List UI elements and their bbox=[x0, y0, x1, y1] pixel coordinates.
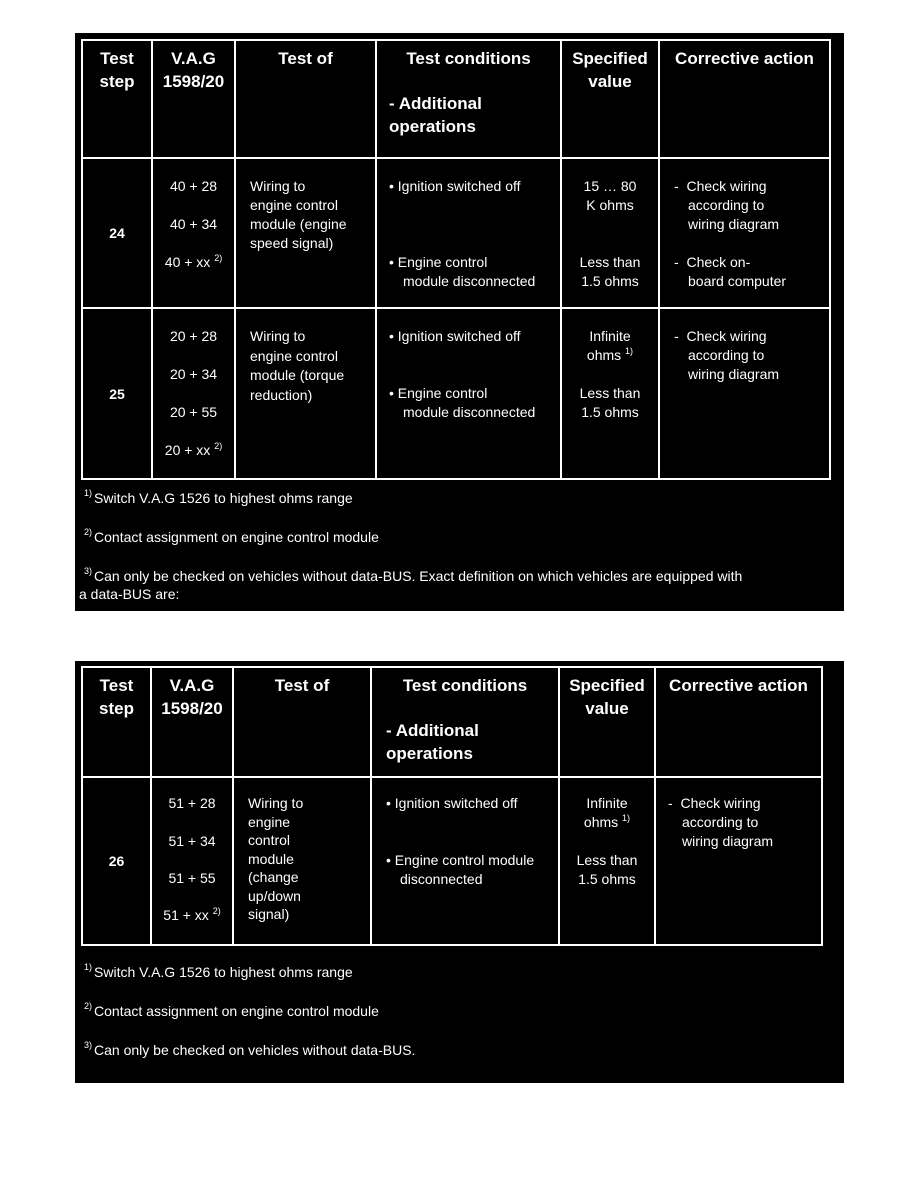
test-of-cell: Wiring to engine control module (torque reduction) bbox=[235, 308, 376, 479]
test-step-cell: 24 bbox=[82, 158, 152, 308]
table-header-row bbox=[82, 40, 830, 158]
test-table-panel-2 bbox=[75, 661, 844, 1083]
header-vag: V.A.G 1598/20 bbox=[152, 40, 235, 158]
specified-value-cell: Infinite ohms $^{1)}$ Less than 1.5 ohms bbox=[561, 308, 659, 479]
conditions-cell: • Ignition switched off • Engine control module disconnected bbox=[376, 308, 561, 479]
test-step-cell: 25 bbox=[82, 308, 152, 479]
table-row bbox=[82, 777, 822, 945]
specified-value-cell: Infinite ohms $^{1)}$ Less than 1.5 ohms bbox=[559, 777, 655, 945]
conditions-cell: • Ignition switched off • Engine control module disconnected bbox=[376, 158, 561, 308]
conditions-cell: • Ignition switched off • Engine control module disconnected bbox=[371, 777, 559, 945]
test-table-2 bbox=[81, 666, 823, 946]
footnotes bbox=[84, 963, 415, 1059]
footnote: $^{2)}$ Contact assignment on engine control module bbox=[84, 1001, 379, 1019]
footnote: $^{3)}$ Can only be checked on vehicles without data-BUS. bbox=[84, 1040, 416, 1058]
footnote: $^{1)}$ Switch V.A.G 1526 to highest ohms range bbox=[84, 488, 353, 506]
footnote: $^{1)}$ Switch V.A.G 1526 to highest ohms range bbox=[84, 962, 353, 980]
test-of-cell: Wiring to engine control module (change up/down signal) bbox=[233, 777, 371, 945]
header-specified-value: Specified value bbox=[561, 40, 659, 158]
pins-cell: 40 + 28 40 + 34 40 + xx $^{2)}$ bbox=[152, 158, 235, 308]
corrective-action-cell: - Check wiring according to wiring diagram bbox=[655, 777, 822, 945]
header-corrective-action: Corrective action bbox=[655, 667, 822, 777]
header-test-step: Test step bbox=[82, 40, 152, 158]
table-header-row bbox=[82, 667, 822, 777]
specified-value-cell: 15 … 80 K ohms Less than 1.5 ohms bbox=[561, 158, 659, 308]
header-corrective-action: Corrective action bbox=[659, 40, 830, 158]
header-specified-value: Specified value bbox=[559, 667, 655, 777]
corrective-action-cell: - Check wiring according to wiring diagram bbox=[659, 308, 830, 479]
test-table-panel-1 bbox=[75, 33, 844, 611]
table-row bbox=[82, 308, 830, 479]
corrective-action-cell: - Check wiring according to wiring diagram - Check on- board computer bbox=[659, 158, 830, 308]
header-test-conditions: Test conditions - Additional operations bbox=[376, 40, 561, 158]
table-row bbox=[82, 158, 830, 308]
footnote-continued: a data-BUS are: bbox=[79, 586, 180, 602]
footnotes bbox=[79, 488, 743, 603]
header-test-conditions: Test conditions - Additional operations bbox=[371, 667, 559, 777]
header-test-of: Test of bbox=[233, 667, 371, 777]
header-test-step: Test step bbox=[82, 667, 151, 777]
header-vag: V.A.G 1598/20 bbox=[151, 667, 233, 777]
pins-cell: 51 + 28 51 + 34 51 + 55 51 + xx $^{2)}$ bbox=[151, 777, 233, 945]
test-of-cell: Wiring to engine control module (engine speed signal) bbox=[235, 158, 376, 308]
footnote: $^{3)}$ Can only be checked on vehicles without data-BUS. Exact definition on which vehicles are equipped with bbox=[84, 566, 743, 584]
header-test-of: Test of bbox=[235, 40, 376, 158]
pins-cell: 20 + 28 20 + 34 20 + 55 20 + xx $^{2)}$ bbox=[152, 308, 235, 479]
footnote: $^{2)}$ Contact assignment on engine control module bbox=[84, 527, 379, 545]
test-step-cell: 26 bbox=[82, 777, 151, 945]
test-table-1 bbox=[81, 39, 831, 480]
